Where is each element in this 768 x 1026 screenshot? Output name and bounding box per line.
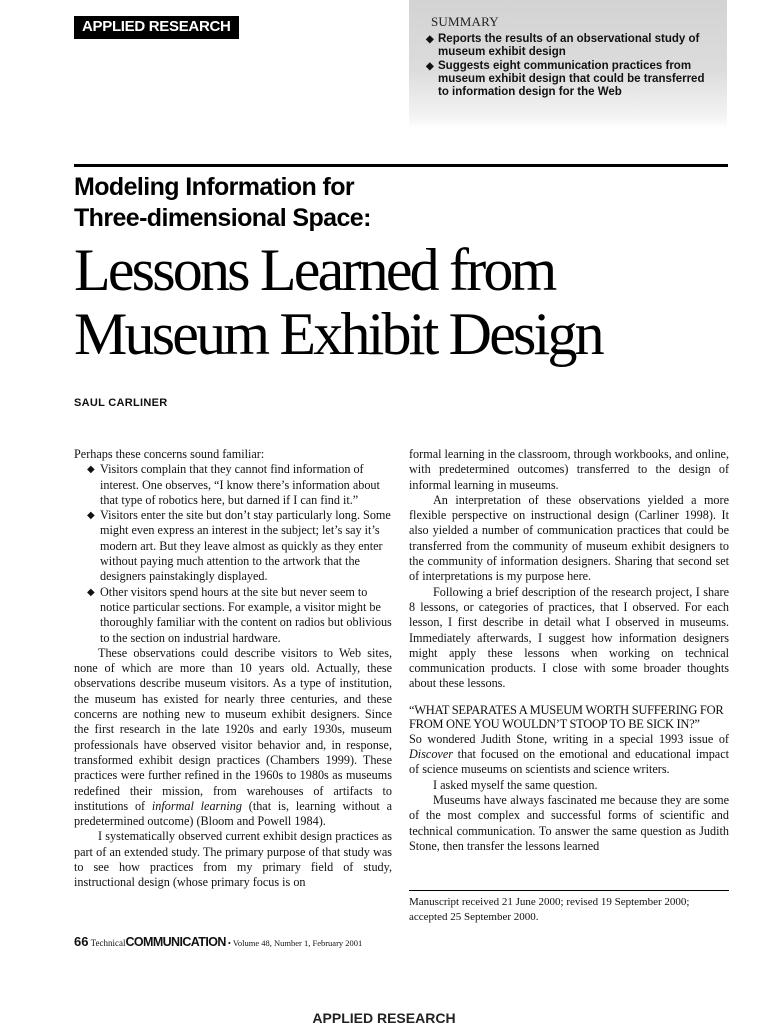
section-heading: “WHAT SEPARATES A MUSEUM WORTH SUFFERING FOR FROM ONE YOU WOULDN’T STOOP TO BE SICK IN?” xyxy=(409,702,724,732)
body-paragraph: formal learning in the classroom, through workbooks, and online, with predetermined outcomes) transferred to the design of informal learning in museums. xyxy=(409,447,729,492)
diamond-bullet-icon: ◆ xyxy=(87,586,95,598)
article-subtitle: Lessons Learned from Museum Exhibit Design xyxy=(74,237,602,367)
diamond-bullet-icon: ◆ xyxy=(87,464,95,476)
manuscript-note: Manuscript received 21 June 2000; revised 19 September 2000; accepted 25 September 2000. xyxy=(409,890,729,925)
list-item: ◆ Visitors complain that they cannot find information of interest. One observes, “I know there’s information about that type of robotics here, but darned if I can find it.” xyxy=(87,462,380,507)
diamond-bullet-icon: ◆ xyxy=(426,61,434,72)
page-number: 66 xyxy=(74,934,89,949)
section-tag: APPLIED RESEARCH xyxy=(74,16,239,39)
page-footer xyxy=(74,934,362,949)
intro-paragraph: Perhaps these concerns sound familiar: xyxy=(74,447,265,461)
summary-list xyxy=(419,33,717,99)
diamond-bullet-icon: ◆ xyxy=(426,34,434,45)
list-item: ◆ Other visitors spend hours at the site but never seem to notice particular sections. For example, a visitor might be thoroughly familiar with the content on radios but oblivious to the section on industrial hardware. xyxy=(87,584,392,645)
issue-info: • Volume 48, Number 1, February 2001 xyxy=(227,938,363,948)
concerns-list xyxy=(74,462,392,646)
title-rule xyxy=(74,164,728,167)
left-column xyxy=(74,447,392,891)
body-paragraph: So wondered Judith Stone, writing in a special 1993 issue of Discover that focused on the emotional and educational impact of science museums on scientists and science writers. xyxy=(409,731,729,777)
journal-prefix: Technical xyxy=(90,938,126,948)
summary-heading: SUMMARY xyxy=(431,14,499,29)
summary-item: ◆ Suggests eight communication practices from museum exhibit design that could be transferred to information design for the Web xyxy=(426,60,705,98)
summary-box xyxy=(409,0,727,128)
body-paragraph: Following a brief description of the research project, I share 8 lessons, or categories of practices, that I observed. For each lesson, I first describe in detail what I observed in museums. Immediately afterwards, I suggest how information designers might apply these lessons when working on technical communication products. I close with some broader thoughts about these lessons. xyxy=(409,584,729,691)
summary-item: ◆ Reports the results of an observational study of museum exhibit design xyxy=(426,33,700,58)
running-head: APPLIED RESEARCH xyxy=(312,1010,456,1026)
journal-name: COMMUNICATION xyxy=(125,935,226,949)
list-item: ◆ Visitors enter the site but don’t stay particularly long. Some might even express an interest in the subject; let’s say it’s modern art. But they leave almost as quickly as they enter without paying much attention to the artwork that the designers painstakingly displayed. xyxy=(87,508,391,584)
body-paragraph: These observations could describe visitors to Web sites, none of which are more than 10 years old. Actually, these observations describe museum visitors. As a type of institution, the museum has existed for nearly three centuries, and these concerns are nothing new to museum exhibit designers. Since the first research in the late 1920s and early 1930s, museum professionals have observed visitor behavior and, in response, transformed exhibit design practices (Chambers 1999). These practices were further refined in the 1960s to 1980s as museums redefined their mission, from warehouses of artifacts to institutions of informal learning (that is, learning without a predetermined outcome) (Bloom and Powell 1984). xyxy=(74,645,392,829)
body-paragraph: Museums have always fascinated me because they are some of the most complex and successful forms of scientific and technical communication. To answer the same question as Judith Stone, then transfer the lessons learned xyxy=(409,792,729,853)
body-paragraph: An interpretation of these observations yielded a more flexible perspective on instructional design (Carliner 1998). It also yielded a number of communication practices that could be transferred from the community of museum exhibit designers to the community of information designers. Sharing that second set of interpretations is my purpose here. xyxy=(409,492,729,584)
right-column xyxy=(409,447,729,854)
author-byline: SAUL CARLINER xyxy=(74,397,168,409)
diamond-bullet-icon: ◆ xyxy=(87,510,95,522)
body-paragraph: I asked myself the same question. xyxy=(433,777,598,792)
body-paragraph: I systematically observed current exhibit design practices as part of an extended study. The primary purpose of that study was to see how practices from my primary field of study, instructional design (whose primary focus is on xyxy=(74,829,392,890)
article-title: Modeling Information for Three-dimensional Space: xyxy=(74,173,371,232)
